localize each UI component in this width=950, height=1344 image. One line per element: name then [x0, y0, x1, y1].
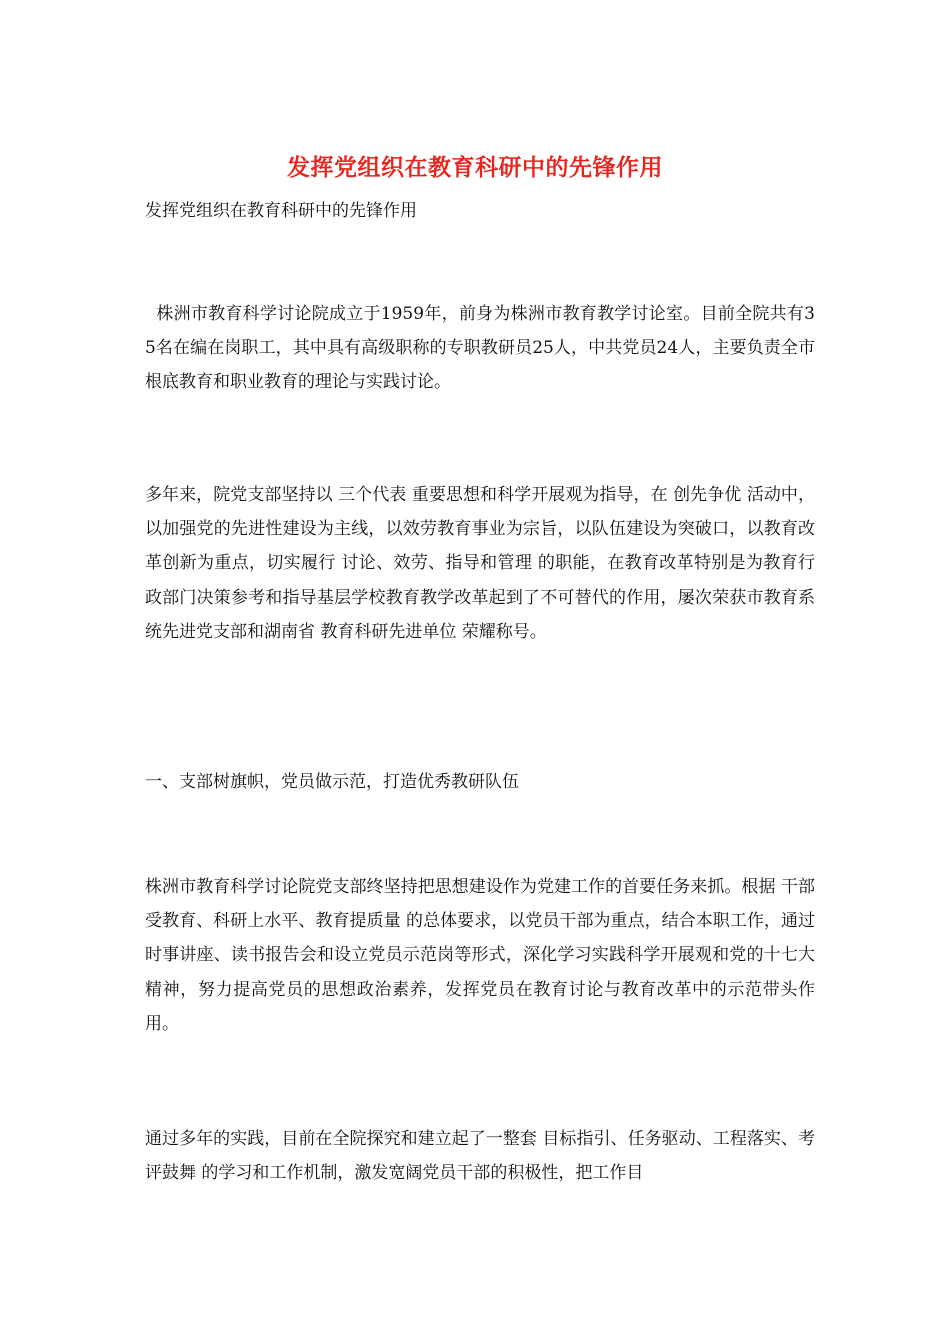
document-subtitle: 发挥党组织在教育科研中的先锋作用: [145, 201, 417, 221]
document-title: 发挥党组织在教育科研中的先锋作用: [287, 154, 663, 181]
paragraph-ideology: 株洲市教育科学讨论院党支部终坚持把思想建设作为党建工作的首要任务来抓。根据 干部受教育、科研上水平、教育提质量 的总体要求，以党员干部为重点，结合本职工作，通过时事讲座、读书报告会和设立党员示范岗等形式，深化学习实践科学开展观和党的十七大精神，努力提高党员的思想政治素养，发挥党员在教育讨论与教育改革中的示范带头作用。: [145, 877, 815, 1034]
paragraph-intro: 株洲市教育科学讨论院成立于1959年，前身为株洲市教育教学讨论室。目前全院共有35名在编在岗职工，其中具有高级职称的专职教研员25人，中共党员24人，主要负责全市根底教育和职业教育的理论与实践讨论。: [145, 304, 815, 393]
paragraph-practice: 通过多年的实践，目前在全院探究和建立起了一整套 目标指引、任务驱动、工程落实、考评鼓舞 的学习和工作机制，激发宽阔党员干部的积极性，把工作目: [145, 1129, 815, 1184]
section-heading-1: 一、支部树旗帜，党员做示范，打造优秀教研队伍: [145, 772, 519, 792]
paragraph-achievements: 多年来，院党支部坚持以 三个代表 重要思想和科学开展观为指导，在 创先争优 活动中，以加强党的先进性建设为主线，以效劳教育事业为宗旨，以队伍建设为突破口，以教育改革创新为重点，切实履行 讨论、效劳、指导和管理 的职能，在教育改革特别是为教育行政部门决策参考和指导基层学校教育教学改革起到了不可替代的作用，屡次荣获市教育系统先进党支部和湖南省 教育科研先进单位 荣耀称号。: [145, 485, 815, 642]
